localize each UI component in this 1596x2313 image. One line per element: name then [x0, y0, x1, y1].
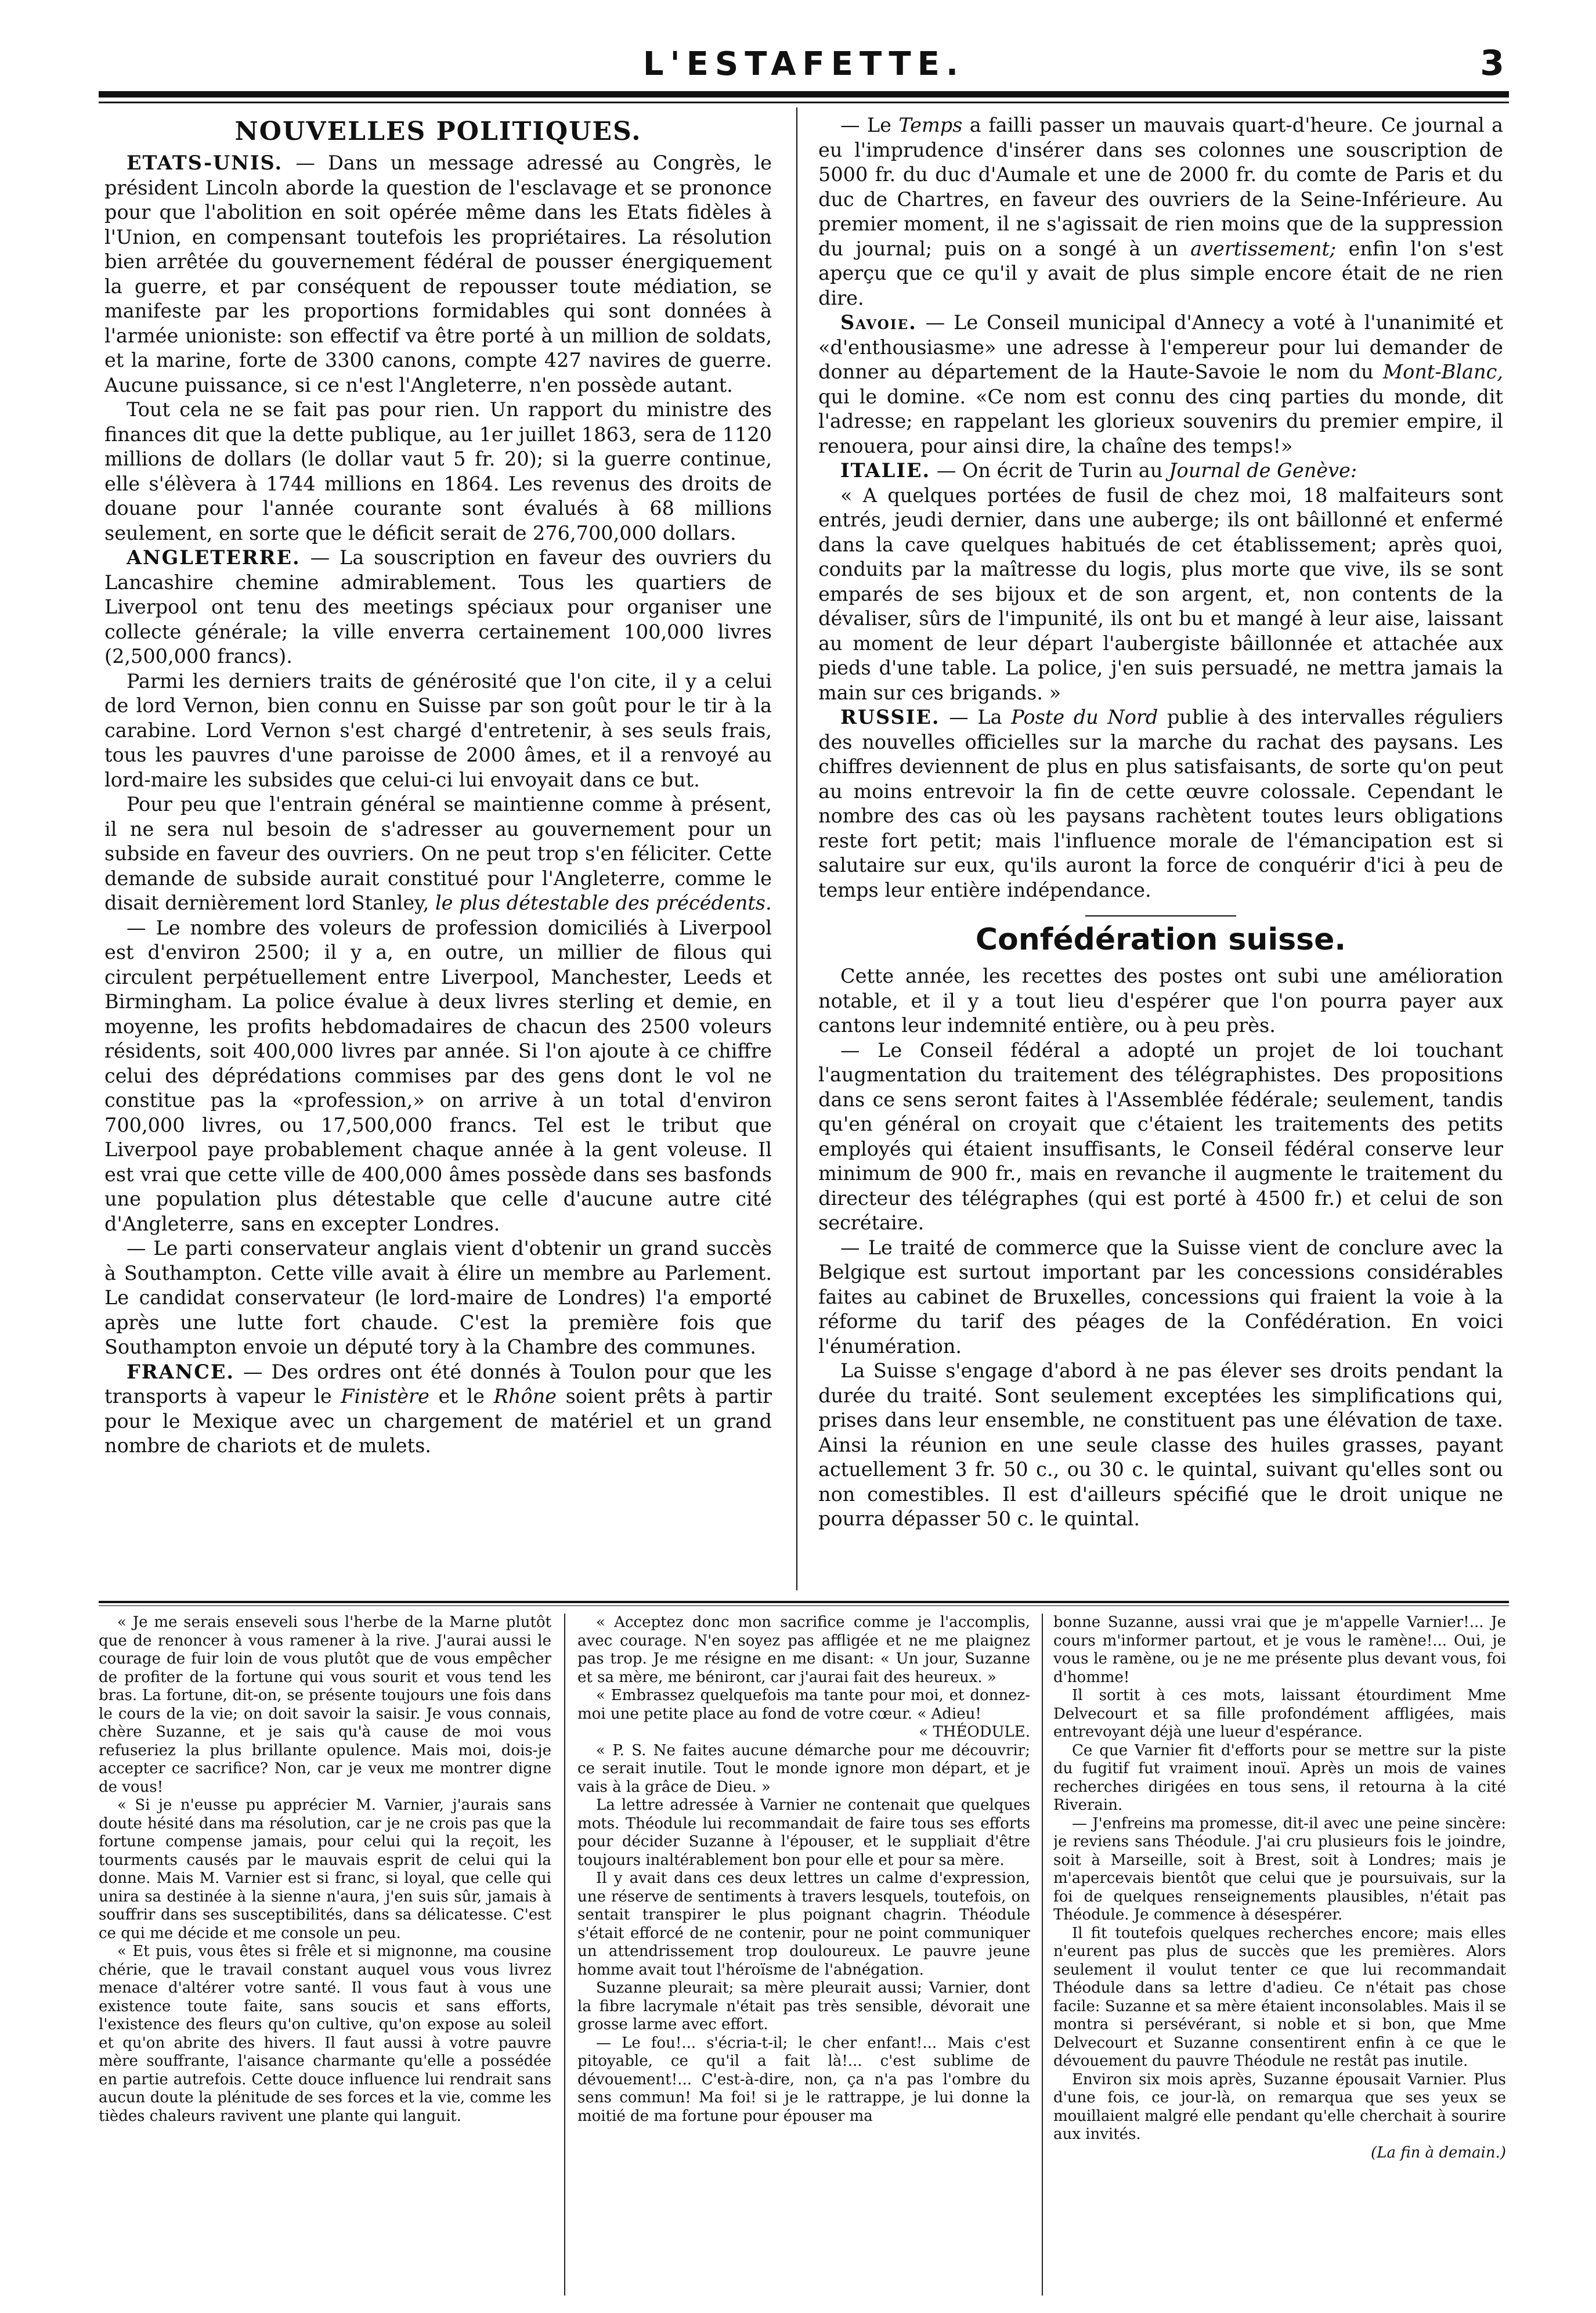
paragraph: Suzanne pleurait; sa mère pleurait aussi; Varnier, dont la fibre lacrymale n'était pas très sensible, dévorait une grosse larme avec effort.: [577, 1979, 1030, 2033]
feuilleton-rule-thin: [99, 1605, 1509, 1606]
text: — La souscription en faveur des ouvriers du Lancashire chemine admirablement. Tous les quartiers de Liverpool ont tenu des meetings spéciaux pour organiser une collecte générale; la ville enverra certainement 100,000 livres (2,500,000 francs).: [104, 546, 772, 667]
right-column: [818, 113, 1503, 1593]
feuilleton-column-1: [99, 1614, 551, 2298]
paragraph: bonne Suzanne, aussi vrai que je m'appelle Varnier!... Je cours m'informer partout, et je vous le ramène!... Oui, je vous le ramène, ou je ne me présente plus devant vous, foi d'homme!: [1053, 1614, 1506, 1686]
paragraph: — Le parti conservateur anglais vient d'obtenir un grand succès à Southampton. Cette ville avait à élire un membre au Parlement. Le candidat conservateur (le lord-maire de Londres) l'a emporté après une lutte fort chaude. C'est la première fois que Southampton envoie un député tory à la Chambre des communes.: [104, 1237, 772, 1358]
paragraph: Tout cela ne se fait pas pour rien. Un rapport du ministre des finances dit que la dette publique, au 1er juillet 1863, sera de 1120 millions de dollars (le dollar vaut 5 fr. 20); si la guerre continue, elle s'élèvera à 1744 millions en 1864. Les revenus des droits de douane pour l'année courante sont évalués à 68 millions seulement, en sorte que le déficit serait de 276,700,000 dollars.: [104, 398, 772, 544]
paragraph: — J'enfreins ma promesse, dit-il avec une peine sincère: je reviens sans Théodule. J'ai cru plusieurs fois le joindre, soit à Marseille, soit à Brest, soit à Londres; mais je m'apercevais bientôt que celui que je poursuivais, sur la foi de quelques renseignements plausibles, n'était pas Théodule. Je commence à désespérer.: [1053, 1814, 1506, 1924]
rubric-savoie: Savoie.: [840, 311, 917, 334]
paragraph: « Acceptez donc mon sacrifice comme je l'accomplis, avec courage. N'en soyez pas affligée et ne me plaignez pas trop. Je me résigne en me disant: « Un jour, Suzanne et sa mère, me béniront, car j'aurai fait des heureux. »: [577, 1614, 1030, 1686]
signature: « THÉODULE.: [919, 1723, 1030, 1741]
paragraph: « Je me serais enseveli sous l'herbe de la Marne plutôt que de renoncer à vous ramener à la rive. J'aurai aussi le courage de fuir loin de vous plutôt que de vous empêcher de profiter de la fortune qui vous sourit et vous tend les bras. La fortune, dit-on, se présente toujours une fois dans le cours de la vie; on doit savoir la saisir. Je vous connais, chère Suzanne, et je sais qu'à cause de moi vous refuseriez la plus brillante opulence. Mais moi, dois-je accepter ce sacrifice? Non, car je veux me montrer digne de vous!: [99, 1614, 551, 1796]
column-divider: [796, 107, 797, 1590]
rubric-italie: ITALIE.: [840, 459, 931, 482]
text: a failli passer un mauvais quart-d'heure. Ce journal a eu l'imprudence d'insérer dans ses colonnes une souscription de 5000 fr. du duc d'Aumale et une de 2000 fr. du comte de Paris et du duc de Chartres, en faveur des ouvriers de la Seine-Inférieure. Au premier moment, il ne s'agissait de rien moins que de la suppression du journal; puis on a songé à un: [818, 114, 1503, 260]
section-divider: [1085, 915, 1236, 916]
paragraph: [104, 792, 772, 916]
confederation-title: Confédération suisse.: [975, 922, 1346, 957]
text: — Le Conseil municipal d'Annecy a voté à l'unanimité et «d'enthousiasme» une adresse à l'empereur pour lui demander de donner au département de la Haute-Savoie le nom du: [818, 311, 1503, 383]
paragraph: Il sortit à ces mots, laissant étourdiment Mme Delvecourt et sa fille profondément affligées, mais entrevoyant déjà une lueur d'espérance.: [1053, 1687, 1506, 1741]
article-russie: [818, 705, 1503, 903]
article-temps: [818, 113, 1503, 311]
masthead-rule-thick: [99, 91, 1509, 98]
newspaper-title: L'ESTAFETTE.: [642, 45, 965, 83]
text: — On écrit de Turin au: [930, 459, 1169, 482]
text: — Le: [840, 114, 899, 136]
rubric-angleterre: ANGLETERRE.: [127, 546, 301, 569]
left-column: [104, 113, 772, 1593]
article-savoie: [818, 311, 1503, 459]
text: et le: [429, 1385, 494, 1408]
paragraph: La lettre adressée à Varnier ne contenait que quelques mots. Théodule lui recommandait de faire tous ses efforts pour décider Suzanne à l'épouser, et le suppliait d'être toujours inaltérablement bon pour elle et pour sa mère.: [577, 1796, 1030, 1869]
rubric-russie: RUSSIE.: [840, 706, 940, 728]
feuilleton-rule: [99, 1601, 1509, 1603]
paragraph: Environ six mois après, Suzanne épousait Varnier. Plus d'une fois, ce jour-là, on remarqua que ses yeux se mouillaient malgré elle pendant qu'elle cherchait à sourire aux invités.: [1053, 2070, 1506, 2143]
feuilleton-divider: [564, 1614, 565, 2296]
masthead: [99, 43, 1509, 84]
paragraph: Il y avait dans ces deux lettres un calme d'expression, une réserve de sentiments à travers lesquels, toutefois, on sentait transpirer le plus poignant chagrin. Théodule s'était efforcé de ne contenir, pour ne point communiquer un attendrissement trop douloureux. Le pauvre jeune homme avait tout l'héroïsme de l'abnégation.: [577, 1870, 1030, 1979]
italic-text: (La fin à demain.): [1371, 2144, 1506, 2162]
section-title: NOUVELLES POLITIQUES.: [234, 117, 642, 146]
italic-text: Finistère: [341, 1385, 429, 1408]
paragraph: « A quelques portées de fusil de chez moi, 18 malfaiteurs sont entrés, jeudi dernier, dans une auberge; ils ont bâillonné et enfermé dans la cave quelques habitués de cet établissement; après quoi, conduits par la maîtresse du logis, plus morte que vive, ils se sont emparés de ses bijoux et de son argent, et, non contents de la dévaliser, sûrs de l'impunité, ils ont bu et mangé à leur aise, laissant au moment de leur départ l'aubergiste bâillonnée et attachée aux pieds d'une table. La police, j'en suis persuadé, ne mettra jamais la main sur ces brigands. »: [818, 483, 1503, 704]
text: enfin l'on s'est aperçu que ce qu'il y avait de plus simple encore était de ne rien dire.: [818, 237, 1503, 309]
paragraph: — Le Conseil fédéral a adopté un projet de loi touchant l'augmentation du traitement des télégraphistes. Des propositions dans ce sens seront faites à l'Assemblée fédérale; seulement, tandis qu'en général on croyait que c'étaient les traitements des petits employés qui étaient insuffisants, le Conseil fédéral conserve leur minimum de 900 fr., mais en revanche il augmente le traitement du directeur des télégraphes (qui est porté à 4500 fr.) et celui de son secrétaire.: [818, 1038, 1503, 1234]
italic-text: Poste du Nord: [1011, 706, 1158, 728]
feuilleton-divider: [1042, 1614, 1043, 2296]
paragraph: Ce que Varnier fit d'efforts pour se mettre sur la piste du fugitif fut vraiment inouï. Après un mois de vaines recherches dirigées en tous sens, il retourna à la cité Riverain.: [1053, 1741, 1506, 1814]
text: — La: [940, 706, 1012, 728]
text: publie à des intervalles réguliers des nouvelles officielles sur la marche du rachat des paysans. Les chiffres deviennent de plus en plus satisfaisants, de sorte qu'on peut au moins entrevoir la fin de cette œuvre colossale. Cependant le nombre des cas où les paysans rachètent toutes leurs obligations reste fort petit; mais l'influence morale de l'émancipation est si salutaire sur eux, qu'ils auront la force de conquérir d'ici à peu de temps leur entière indépendance.: [818, 706, 1503, 901]
article-angleterre: [104, 546, 772, 669]
text: Pour peu que l'entrain général se maintienne comme à présent, il ne sera nul besoin de s'adresser au gouvernement pour un subside en faveur des ouvriers. On ne peut trop s'en féliciter. Cette demande de subside aurait constitué pour l'Angleterre, comme le disait dernièrement lord Stanley,: [104, 793, 772, 914]
rubric-usa: ETATS-UNIS.: [127, 151, 283, 174]
paragraph: « Embrassez quelquefois ma tante pour moi, et donnez-moi une petite place au fond de votre cœur. « Adieu!: [577, 1687, 1030, 1723]
italic-text: le plus détestable des précédents.: [435, 892, 772, 914]
page-number: 3: [1480, 43, 1504, 84]
italic-text: avertissement;: [1190, 237, 1337, 260]
italic-text: Temps: [898, 114, 963, 136]
italic-text: Rhône: [493, 1385, 557, 1408]
paragraph: Il fit toutefois quelques recherches encore; mais elles n'eurent pas plus de succès que les premières. Alors seulement il voulut tenter ce que lui recommandait Théodule dans sa lettre d'adieu. Ce n'était pas chose facile: Suzanne et sa mère étaient inconsolables. Mais il se montra si persévérant, si noble et si bon, que Mme Delvecourt et Suzanne consentirent enfin à ce que le dévouement du pauvre Théodule ne restât pas inutile.: [1053, 1924, 1506, 2070]
paragraph: — Le nombre des voleurs de profession domiciliés à Liverpool est d'environ 2500; il y a, en outre, un millier de filous qui circulent perpétuellement entre Liverpool, Manchester, Leeds et Birmingham. La police évalue à deux livres sterling et demie, en moyenne, les profits hebdomadaires de chacun des 2500 voleurs résidents, soit 400,000 livres par année. Si l'on ajoute à ce chiffre celui des déprédations commises par des gens dont le vol ne constitue pas la «profession,» on arrive à un total d'environ 700,000 livres, ou 17,500,000 francs. Tel est le tribut que Liverpool paye probablement chaque année à la gent voleuse. Il est vrai que cette ville de 400,000 âmes possède dans ses basfonds une population plus détestable que celle d'aucune autre cité d'Angleterre, sans en excepter Londres.: [104, 916, 772, 1235]
rubric-france: FRANCE.: [127, 1360, 235, 1383]
masthead-rule-thin: [99, 102, 1509, 103]
feuilleton-column-3: [1053, 1614, 1506, 2298]
text: — Dans un message adressé au Congrès, le président Lincoln aborde la question de l'esclavage et se prononce pour que l'abolition en soit opérée même dans les Etats fidèles à l'Union, en compensant toutefois les propriétaires. La résolution bien arrêtée du gouvernement fédéral de pousser énergiquement la guerre, et par conséquent de repousser toute médiation, se manifeste par les proportions formidables qui sont données à l'armée unioniste: son effectif va être porté à un million de soldats, et la marine, forte de 3300 canons, compte 427 navires de guerre. Aucune puissance, si ce n'est l'Angleterre, n'en possède autant.: [104, 151, 772, 396]
article-france: [104, 1360, 772, 1459]
article-italie: [818, 459, 1503, 483]
paragraph: « Et puis, vous êtes si frêle et si mignonne, ma cousine chérie, que le travail constant auquel vous vous livrez menace d'altérer votre santé. Il vous faut à vous une existence toute faite, sans soucis et sans efforts, l'existence des fleurs qu'on cultive, qu'on expose au soleil et qu'on abrite des hivers. Il faut aussi à votre pauvre mère souffrante, l'aisance charmante qu'elle a possédée en partie autrefois. Cette douce influence lui rendrait sans aucun doute la plénitude de ses forces et la vie, comme les tièdes chaleurs ravivent une plante qui languit.: [99, 1943, 551, 2125]
text: soient prêts à partir pour le Mexique avec un chargement de matériel et un grand nombre de chariots et de mulets.: [104, 1385, 772, 1457]
paragraph: — Le fou!... s'écria-t-il; le cher enfant!... Mais c'est pitoyable, ce qu'il a fait là!... c'est sublime de dévouement!... C'est-à-dire, non, ça n'a pas l'ombre du sens commun! Ma foi! si je le rattrappe, je lui donne la moitié de ma fortune pour épouser ma: [577, 2034, 1030, 2125]
to-be-continued: [1053, 2144, 1506, 2163]
paragraph: La Suisse s'engage d'abord à ne pas élever ses droits pendant la durée du traité. Sont seulement exceptées les simplifications qui, prises dans leur ensemble, ne constituent pas une élévation de taxe. Ainsi la réunion en une seule classe des huiles grasses, payant actuellement 3 fr. 50 c., ou 30 c. le quintal, suivant qu'elles sont ou non comestibles. Il est d'ailleurs spécifié que le droit unique ne pourra dépasser 50 c. le quintal.: [818, 1359, 1503, 1530]
italic-text: Journal de Genève:: [1169, 459, 1357, 482]
paragraph: « P. S. Ne faites aucune démarche pour me découvrir; ce serait inutile. Tout le monde ignore mon départ, et je vais à la grâce de Dieu. »: [577, 1741, 1030, 1796]
feuilleton-column-2: [577, 1614, 1030, 2298]
paragraph: — Le traité de commerce que la Suisse vient de conclure avec la Belgique est surtout important par les concessions considérables faites au cabinet de Bruxelles, concessions qui fraient la voie à la réforme du tarif des péages de la Confédération. En voici l'énumération.: [818, 1236, 1503, 1358]
paragraph: Cette année, les recettes des postes ont subi une amélioration notable, et il y a tout lieu d'espérer que l'on pourra payer aux cantons leur indemnité entière, ou à peu près.: [818, 965, 1503, 1037]
italic-text: Mont-Blanc,: [1382, 360, 1503, 383]
article-usa: [104, 151, 772, 398]
text: — Des ordres ont été donnés à Toulon pour que les transports à vapeur le: [104, 1360, 772, 1408]
text: qui le domine. «Ce nom est connu des cinq parties du monde, dit l'adresse; en rappelant les glorieux souvenirs du premier empire, il renouera, pour ainsi dire, la chaîne des temps!»: [818, 385, 1503, 457]
paragraph: « Si je n'eusse pu apprécier M. Varnier, j'aurais sans doute hésité dans ma résolution, car je ne crois pas que la fortune compense jamais, pour celui qui la reçoit, les tourments causés par le mauvais esprit de celui qui la donne. Mais M. Varnier est si franc, si loyal, que celle qui unira sa destinée à la sienne n'aura, j'en suis sûr, jamais à souffrir dans ses susceptibilités, dans sa délicatesse. C'est ce qui me décide et me console un peu.: [99, 1796, 551, 1942]
paragraph: Parmi les derniers traits de générosité que l'on cite, il y a celui de lord Vernon, bien connu en Suisse par son goût pour le tir à la carabine. Lord Vernon s'est chargé d'entretenir, à ses seuls frais, tous les pauvres d'une paroisse de 2000 âmes, et il a renvoyé au lord-maire les subsides que celui-ci lui envoyait dans ce but.: [104, 669, 772, 791]
